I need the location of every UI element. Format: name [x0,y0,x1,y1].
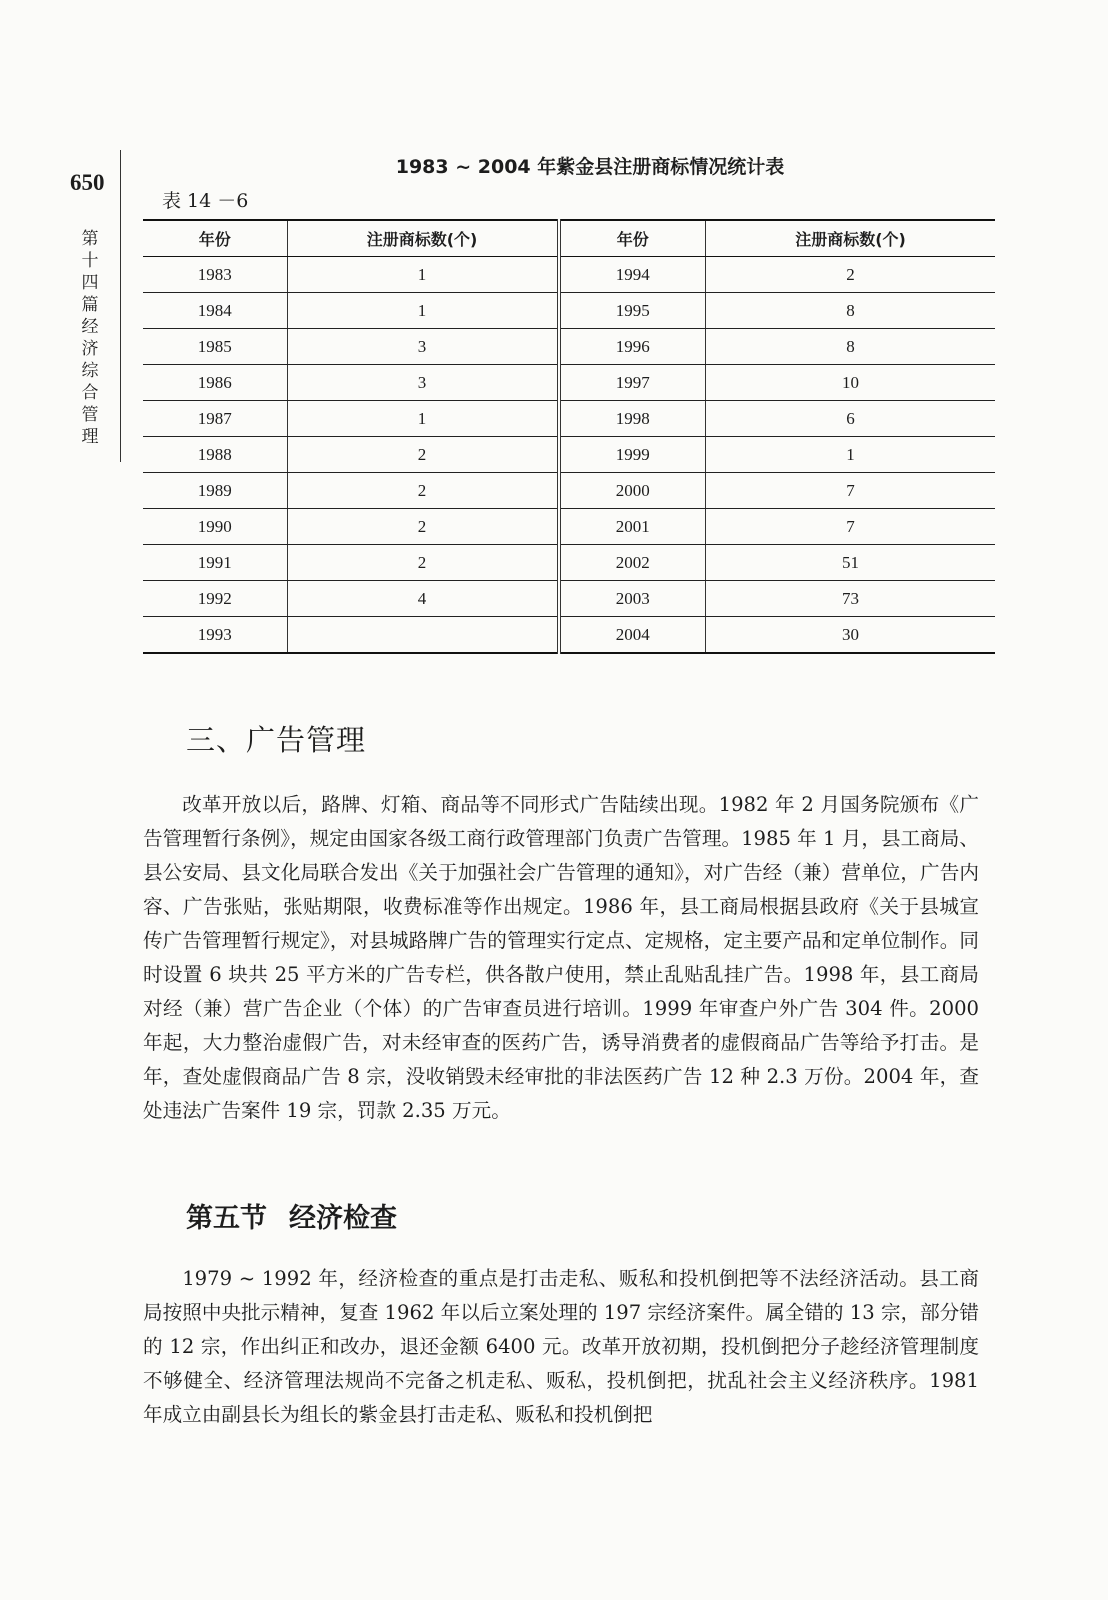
cell-year-left: 1983 [143,257,287,293]
cell-year-left: 1986 [143,365,287,401]
cell-year-left: 1987 [143,401,287,437]
running-head-vertical: 第十四篇 经济综合管理 [81,229,99,447]
cell-year-right: 2001 [559,509,706,545]
economic-inspection-paragraph: 1979 ~ 1992 年，经济检查的重点是打击走私、贩私和投机倒把等不法经济活动。县工商局按照中央批示精神，复查 1962 年以后立案处理的 197 宗经济案件。属全错的 13 宗，部分错的 12 宗，作出纠正和改办，退还金额 6400 元。改革开放初期，投机倒把分子趁经济管理制度不够健全、经济管理法规尚不完备之机走私、贩私，投机倒把，扰乱社会主义经济秩序。1981 年成立由副县长为组长的紫金县打击走私、贩私和投机倒把 [143,1267,979,1426]
cell-year-left: 1989 [143,473,287,509]
page-number: 650 [70,170,105,195]
cell-count-left: 3 [287,365,559,401]
cell-year-right: 1997 [559,365,706,401]
cell-count-left: 2 [287,473,559,509]
table-number: 表 14 －6 [162,190,249,212]
cell-year-right: 1998 [559,401,706,437]
table-row [143,293,995,329]
cell-count-right: 30 [706,617,995,654]
header-count-right: 注册商标数(个) [706,220,995,257]
cell-year-right: 2003 [559,581,706,617]
cell-count-right: 8 [706,293,995,329]
cell-count-right: 51 [706,545,995,581]
cell-count-left: 2 [287,509,559,545]
header-year-left: 年份 [143,220,287,257]
cell-count-right: 2 [706,257,995,293]
cell-year-right: 1996 [559,329,706,365]
section-heading: 三、广告管理 [186,723,367,757]
cell-count-left: 2 [287,437,559,473]
cell-count-right: 7 [706,509,995,545]
cell-year-left: 1993 [143,617,287,654]
cell-count-left: 2 [287,545,559,581]
table-row [143,617,995,654]
cell-count-left: 1 [287,257,559,293]
table-row [143,437,995,473]
table-row [143,545,995,581]
table-row [143,329,995,365]
cell-count-right: 8 [706,329,995,365]
table-row [143,365,995,401]
table-row [143,257,995,293]
cell-year-left: 1984 [143,293,287,329]
chapter-heading [186,1196,397,1235]
cell-count-right: 73 [706,581,995,617]
table-row [143,509,995,545]
table-row [143,581,995,617]
cell-year-left: 1990 [143,509,287,545]
table-header-row [143,220,995,257]
cell-year-left: 1992 [143,581,287,617]
cell-count-right: 7 [706,473,995,509]
margin-rule [120,150,121,462]
table-row [143,473,995,509]
cell-year-right: 2004 [559,617,706,654]
cell-count-left: 3 [287,329,559,365]
trademark-statistics-table [143,219,995,654]
header-year-right: 年份 [559,220,706,257]
cell-year-left: 1988 [143,437,287,473]
cell-year-right: 2000 [559,473,706,509]
table-body [143,257,995,654]
cell-year-left: 1991 [143,545,287,581]
chapter-title: 经济检查 [289,1203,397,1234]
cell-year-right: 1995 [559,293,706,329]
cell-count-left [287,617,559,654]
cell-year-left: 1985 [143,329,287,365]
cell-count-right: 6 [706,401,995,437]
cell-year-right: 2002 [559,545,706,581]
header-count-left: 注册商标数(个) [287,220,559,257]
advertising-paragraph: 改革开放以后，路牌、灯箱、商品等不同形式广告陆续出现。1982 年 2 月国务院颁布《广告管理暂行条例》，规定由国家各级工商行政管理部门负责广告管理。1985 年 1 月，县工商局、县公安局、县文化局联合发出《关于加强社会广告管理的通知》，对广告经（兼）营单位，广告内容、广告张贴，张贴期限，收费标准等作出规定。1986 年，县工商局根据县政府《关于县城宣传广告管理暂行规定》，对县城路牌广告的管理实行定点、定规格，定主要产品和定单位制作。同时设置 6 块共 25 平方米的广告专栏，供各散户使用，禁止乱贴乱挂广告。1998 年，县工商局对经（兼）营广告企业（个体）的广告审查员进行培训。1999 年审查户外广告 304 件。2000 年起，大力整治虚假广告，对未经审查的医药广告，诱导消费者的虚假商品广告等给予打击。是年，查处虚假商品广告 8 宗，没收销毁未经审批的非法医药广告 12 种 2.3 万份。2004 年，查处违法广告案件 19 宗，罚款 2.35 万元。 [143,793,979,1122]
cell-year-right: 1999 [559,437,706,473]
cell-count-right: 1 [706,437,995,473]
table-row [143,401,995,437]
cell-count-left: 1 [287,401,559,437]
table-title: 1983 ~ 2004 年紫金县注册商标情况统计表 [395,156,785,178]
cell-count-left: 4 [287,581,559,617]
cell-count-right: 10 [706,365,995,401]
cell-year-right: 1994 [559,257,706,293]
cell-count-left: 1 [287,293,559,329]
chapter-number: 第五节 [186,1203,267,1234]
